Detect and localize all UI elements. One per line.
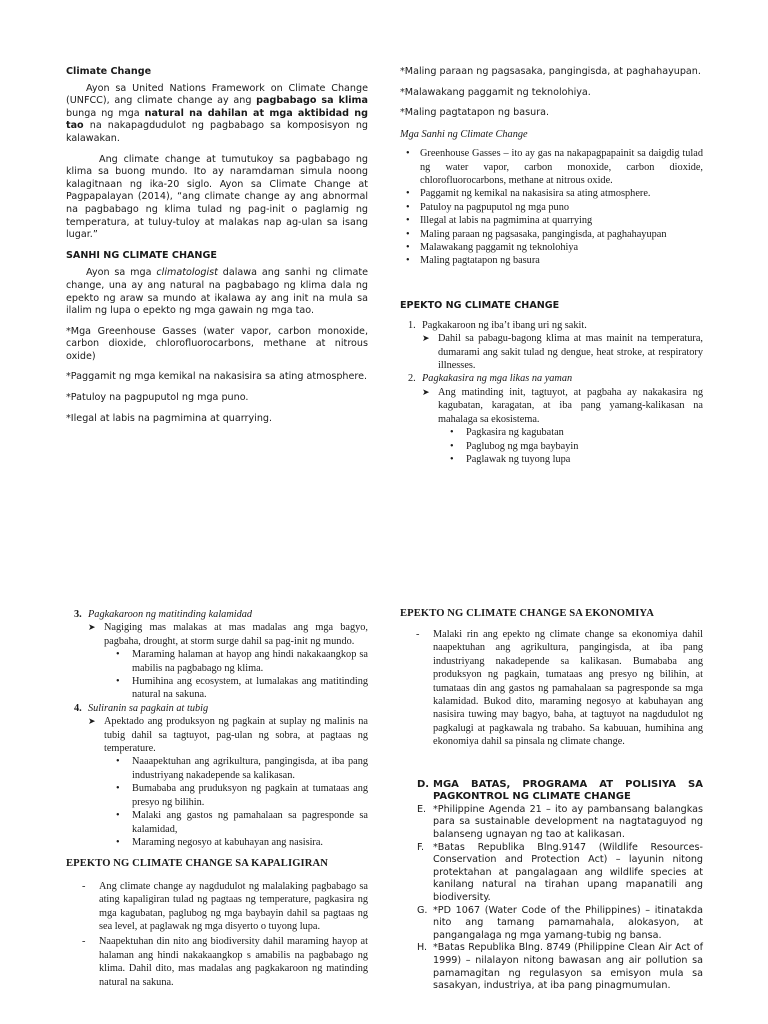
list-item: • Maling paraan ng pagsasaka, pangingisda, at paghahayupan (400, 228, 703, 241)
list-item: • Maraming halaman at hayop ang hindi nakakaangkop sa mabilis na pagbabago ng klima. (66, 648, 368, 675)
kapaligiran-item: - Naapektuhan din nito ang biodiversity dahil maraming hayop at halaman ang hindi nakakaangkop s amabilis na pagbabago ng klima. Dahil dito, mas madalas ang pagkakaroon ng matinding natural na sakuna. (82, 936, 368, 988)
batas-heading: D. MGA BATAS, PROGRAMA AT POLISIYA SA PAGKONTROL NG CLIMATE CHANGE (417, 778, 703, 803)
list-item: • Humihina ang ecosystem, at lumalakas ang matitinding natural na sakuna. (66, 675, 368, 702)
mga-sanhi-list (400, 147, 703, 268)
ekonomiya-item: - Malaki rin ang epekto ng climate change sa ekonomiya dahil naapektuhan ang agrikultura, pangingisda, at iba pang industriyang nakadepende sa kalikasan. Bumababa ang produksyon ng pagkain, tumataas ang presyo ng bilihin, at tumataas din ang gastos ng pamahalaan sa pagresponde sa mga kalamidad. Bukod dito, maraming negosyo at kabuhayan ang nasisira tuwing may bagyo, baha, at tagtuyot na nagdudulot ng pagkalugi at pagkawala ng trabaho. Sa kabuuan, humihina ang ekonomiya dahil sa pinsala ng climate change. (416, 629, 703, 748)
list-item: • Pagkasira ng kagubatan (400, 426, 703, 439)
arrow-bullet-icon: ➤ (422, 333, 430, 344)
cause-item: *Mga Greenhouse Gasses (water vapor, carbon monoxide, carbon dioxide, chlorofluorocarbons, methane at nitrous oxide) (66, 325, 368, 362)
list-item: • Naaapektuhan ang agrikultura, pangingisda, at iba pang industriyang nakadepende sa kalikasan. (66, 755, 368, 782)
laws-list (400, 804, 703, 993)
list-item: • Maraming negosyo at kabuhayan ang nasisira. (66, 836, 368, 849)
effect-item-4-detail: ➤ Apektado ang produksyon ng pagkain at suplay ng malinis na tubig dahil sa tagtuyot, pag-ulan ng sobra, at pagtaas ng temperature. (88, 716, 368, 755)
effect-item-2-list (400, 426, 703, 466)
arrow-bullet-icon: ➤ (422, 386, 430, 397)
effect-item-3: 3. Pagkakaroon ng matitinding kalamidad (74, 609, 253, 620)
effect-item-2-detail: ➤ Ang matinding init, tagtuyot, at pagbaha ay nakakasira ng kagubatan, karagatan, at iba pang yamang-kalikasan na mahalaga sa ekosistema. (422, 386, 703, 425)
kapaligiran-heading: EPEKTO NG CLIMATE CHANGE SA KAPALIGIRAN (66, 858, 329, 870)
cause-item: *Ilegal at labis na pagmimina at quarrying. (66, 412, 273, 424)
star-item: *Malawakang paggamit ng teknolohiya. (400, 86, 591, 98)
ekonomiya-heading: EPEKTO NG CLIMATE CHANGE SA EKONOMIYA (400, 608, 654, 619)
page1-left-column (66, 66, 368, 433)
list-item: • Paglawak ng tuyong lupa (400, 453, 703, 466)
kapaligiran-item: - Ang climate change ay nagdudulot ng malalaking pagbabago sa ating kapaligiran tulad ng pagtaas ng temperature, pagkasira ng mga kagubatan, paglubog ng mga baybayin dahil sa pagtaas ng sea level, at paglawak ng mga disyerto o tuyong lupa. (82, 880, 368, 932)
list-item: • Malaki ang gastos ng pamahalaan sa pagresponde sa kalamidad, (66, 809, 368, 836)
mga-sanhi-heading: Mga Sanhi ng Climate Change (400, 128, 528, 140)
effect-item-1: 1. Pagkakaroon ng iba’t ibang uri ng sakit. (408, 319, 587, 331)
list-item: • Maling pagtatapon ng basura (400, 254, 703, 267)
definition-paragraph: Ang climate change at tumutukoy sa pagbabago ng klima sa buong mundo. Ito ay naramdaman simula noong kalagitnaan ng ika-20 siglo. Ayon sa Climate Change at Pagpapalayan (2014), “ang climate change ay ang abnormal na pagbabago ng klima tulad ng pag-init o paglamig ng temperatura, at tuluy-tuloy at malakas nap ag-ulan sa isang lugar.” (66, 153, 368, 241)
list-item: • Bumababa ang pruduksyon ng pagkain at tumataas ang presyo ng bilihin. (66, 782, 368, 809)
list-item: • Illegal at labis na pagmimina at quarrying (400, 214, 703, 227)
list-item: • Greenhouse Gasses – ito ay gas na nakapagpapainit sa daigdig tulad ng water vapor, carbon monoxide, carbon dioxide, chlorofluorocarbons, methane at nitrous oxide. (400, 147, 703, 187)
document-title: Climate Change (66, 66, 152, 77)
law-item: G. *PD 1067 (Water Code of the Philippines) – itinatakda nito ang tamang pamamahala, alokasyon, at pangangalaga ng mga yamang-tubig ng bansa. (417, 904, 703, 941)
arrow-bullet-icon: ➤ (88, 716, 96, 727)
intro-paragraph: Ayon sa United Nations Framework on Climate Change (UNFCC), ang climate change ay ang pagbabago sa klima bunga ng mga natural na dahilan at mga aktibidad ng tao na nakapagdudulot ng pagbabago sa komposisyon ng kalawakan. (66, 82, 368, 144)
star-item: *Maling paraan ng pagsasaka, pangingisda, at paghahayupan. (400, 66, 701, 77)
page1-right-column (400, 66, 703, 466)
effect-item-3-detail: ➤ Nagiging mas malakas at mas madalas ang mga bagyo, pagbaha, drought, at storm surge dahil sa pag-init ng mundo. (88, 622, 368, 647)
law-item: E. *Philippine Agenda 21 – ito ay pambansang balangkas para sa sustainable development na nagtataguyod ng balanseng ugnayan ng tao at kalikasan. (417, 803, 703, 841)
cause-item: *Paggamit ng mga kemikal na nakasisira sa ating atmosphere. (66, 371, 368, 383)
page2-right-column (400, 608, 703, 993)
effect-item-2: 2. Pagkakasira ng mga likas na yaman (408, 373, 573, 385)
effect-item-1-detail: ➤ Dahil sa pabagu-bagong klima at mas mainit na temperatura, dumarami ang sakit tulad ng dengue, heat stroke, at respiratory illnesses. (422, 333, 703, 372)
epekto-heading: EPEKTO NG CLIMATE CHANGE (400, 299, 560, 311)
sanhi-heading: SANHI NG CLIMATE CHANGE (66, 249, 217, 261)
law-item: H. *Batas Republika Blng. 8749 (Philippine Clean Air Act of 1999) – nilalayon nitong bawasan ang air pollution sa pamamagitan ng regulasyon sa emisyon mula sa sasakyan, industriya, at iba pang pinagmumulan. (417, 942, 703, 992)
arrow-bullet-icon: ➤ (88, 622, 96, 633)
sanhi-paragraph: Ayon sa mga climatologist dalawa ang sanhi ng climate change, una ay ang natural na pagbabago ng klima dala ng epekto ng araw sa mundo at ikalawa ay ang init na mula sa ilalim ng lupa o epekto ng mga gawain ng mga tao. (66, 267, 368, 317)
list-item: • Patuloy na pagpuputol ng mga puno (400, 201, 703, 214)
list-item: • Paggamit ng kemikal na nakasisira sa ating atmosphere. (400, 187, 703, 200)
star-item: *Maling pagtatapon ng basura. (400, 107, 550, 119)
effect-item-3-list (66, 648, 368, 702)
law-item: F. *Batas Republika Blng.9147 (Wildlife Resources- Conservation and Protection Act) – layunin nitong protektahan at pangalagaan ang wildlife species at kanilang natural na tirahan upang mapanatili ang biodiversity. (417, 841, 703, 903)
cause-item: *Patuloy na pagpuputol ng mga puno. (66, 392, 249, 404)
list-item: • Malawakang paggamit ng teknolohiya (400, 241, 703, 254)
effect-item-4-list (66, 755, 368, 849)
page2-left-column (66, 608, 368, 989)
effect-item-4: 4. Suliranin sa pagkain at tubig (74, 702, 209, 714)
list-item: • Paglubog ng mga baybayin (400, 440, 703, 453)
